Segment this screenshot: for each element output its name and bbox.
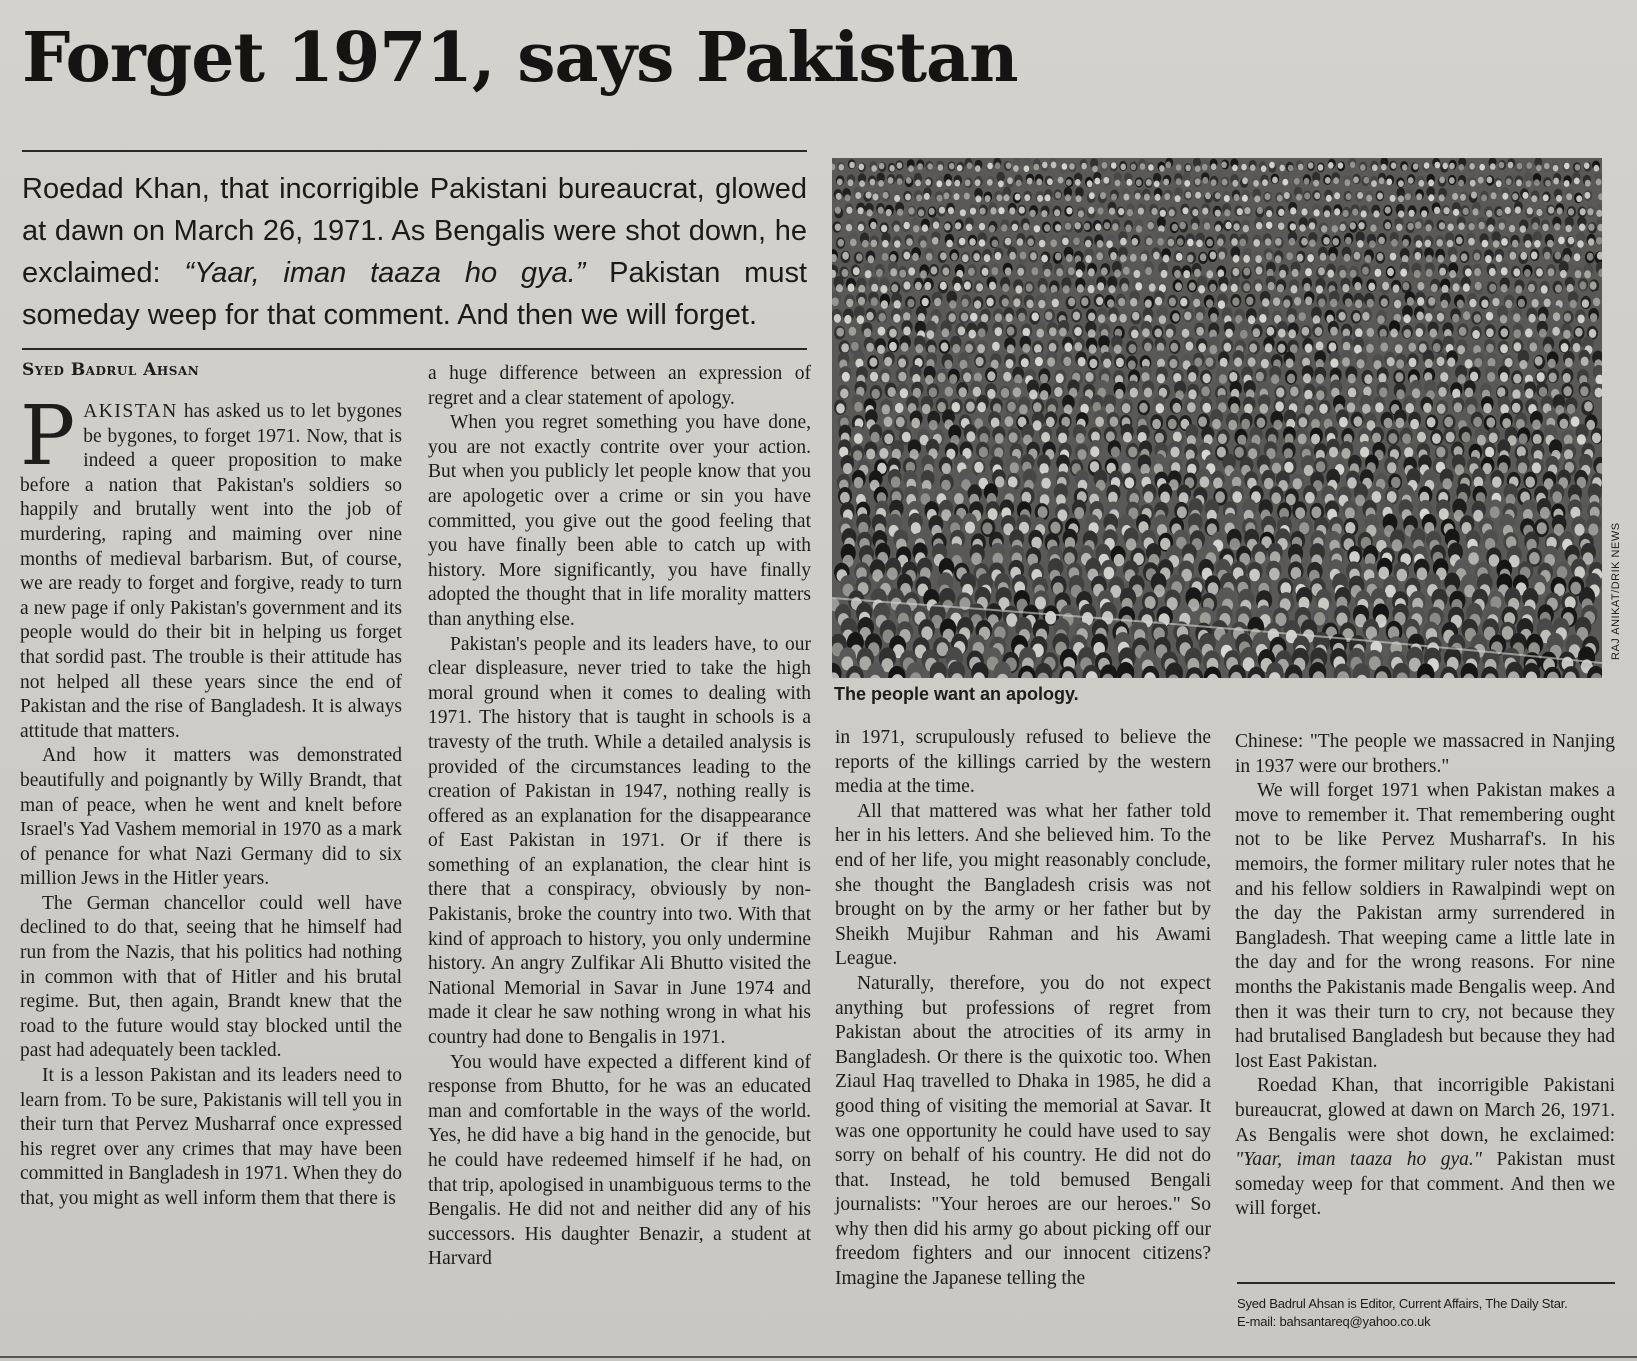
paragraph: in 1971, scrupulously refused to believe the reports of the killings carried by the western media at the time. (835, 727, 1211, 798)
paragraph-text: Roedad Khan, that incorrigible Pakistani bureaucrat, glowed at dawn on March 26, 1971. As Bengalis were shot down, he exclaimed: (1235, 1075, 1615, 1146)
paragraph: Naturally, therefore, you do not expect anything but professions of regret from Pakistan about the atrocities of its army in Bangladesh. Or there is the quixotic too. When Ziaul Haq travelled to Dhaka in 1985, he did a good thing of visiting the memorial at Savar. It was one opportunity he could have used to say sorry on behalf of his country. He did not do that. Instead, he told bemused Bengali journalists: "Your heroes are our heroes." So why then did his army go about picking off our freedom fighters and our innocent citizens? Imagine the Japanese telling the (835, 972, 1211, 1290)
article-column-2 (428, 362, 811, 1272)
article-column-3 (835, 726, 1211, 1292)
quote-text: "Yaar, iman taaza ho gya." (1235, 1149, 1482, 1171)
lead-caps: AKISTAN (83, 401, 178, 422)
drop-cap: P (20, 389, 76, 484)
paragraph: All that mattered was what her father told her in his letters. And she believed him. To the end of her life, you might reasonably conclude, she thought the Bangladesh crisis was not brought on by the army or her father but by Sheikh Mujibur Rahman and his Awami League. (835, 800, 1211, 970)
paragraph: And how it matters was demonstrated beautifully and poignantly by Willy Brandt, that man of peace, when he went and knelt before Israel's Yad Vashem memorial in 1970 as a mark of penance for what Nazi Germany did to six million Jews in the Hitler years. (20, 745, 402, 890)
rule-top (22, 150, 807, 152)
photo-caption: The people want an apology. (834, 684, 1079, 704)
crowd-photo (832, 158, 1602, 678)
paragraph: When you regret something you have done, you are not exactly contrite over your action. But when you publicly let people know that you are apologetic over a crime or sin you have committed, you give out the good feeling that you have finally been able to catch up with history. More significantly, you have finally adopted the thought that in life morality matters than anything else. (428, 412, 811, 630)
standfirst-text: Roedad Khan, that incorrigible Pakistani bureaucrat, glowed at dawn on March 26, 1971. As Bengalis were shot down, he exclaimed: (22, 173, 807, 289)
paragraph-text-end: Pakistan must someday weep for that comment. And then we will forget. (1235, 1149, 1615, 1220)
headline: Forget 1971, says Pakistan (22, 18, 1018, 98)
author-note-line: Syed Badrul Ahsan is Editor, Current Affairs, The Daily Star. (1237, 1296, 1568, 1311)
paragraph: Chinese: "The people we massacred in Nanjing in 1937 were our brothers." (1235, 731, 1615, 777)
paragraph: Pakistan's people and its leaders have, to our clear displeasure, never tried to take the high moral ground when it comes to dealing with 1971. The history that is taught in schools is a travesty of the truth. While a detailed analysis is provided of the circumstances leading to the creation of Pakistan in 1947, nothing really is offered as an explanation for the disappearance of East Pakistan in 1971. Or if there is something of an explanation, the clear hint is there that a conspiracy, obviously by non-Pakistanis, broke the country into two. With that kind of approach to history, you only undermine history. An angry Zulfikar Ali Bhutto visited the National Memorial in Savar in June 1974 and made it clear he saw nothing wrong in what his country had done to Bengalis in 1971. (428, 633, 811, 1049)
paragraph (1235, 1074, 1615, 1222)
rule-below-standfirst (22, 348, 807, 350)
photo-credit: RAJ ANIKAT/DRIK NEWS (1610, 522, 1622, 660)
paragraph: We will forget 1971 when Pakistan makes a move to remember it. That remembering ought not to be like Pervez Musharraf's. In his memoirs, the former military ruler notes that he and his fellow soldiers in Rawalpindi wept on the day the Pakistan army surrendered in Bangladesh. That weeping came a little late in the day and for the wrong reasons. For nine months the Pakistanis made Bengalis weep. And then it was their turn to cry, not because they had brutalised Bangladesh but because they had lost East Pakistan. (1235, 780, 1615, 1072)
paragraph: It is a lesson Pakistan and its leaders need to learn from. To be sure, Pakistanis will tell you in their turn that Pervez Musharraf once expressed his regret over any crimes that may have been committed in Bangladesh in 1971. When they do that, you might as well inform them that there is (20, 1065, 402, 1209)
paragraph (20, 389, 402, 744)
paragraph: a huge difference between an expression of regret and a clear statement of apology. (428, 363, 811, 409)
rule-author-note (1237, 1282, 1615, 1284)
paragraph-text: has asked us to let bygones be bygones, to forget 1971. Now, that is indeed a queer proposition to make before a nation that Pakistan's soldiers so happily and brutally went into the job of murdering, raping and maiming over nine months of medieval barbarism. But, of course, we are ready to forget and forgive, ready to turn a new page if only Pakistan's government and its people would do their bit in helping us forget that sordid past. The trouble is their attitude has not helped all these years since the end of Pakistan and the rise of Bangladesh. It is always attitude that matters. (20, 401, 402, 742)
standfirst-text-end: Pakistan must someday weep for that comment. And then we will forget. (22, 257, 808, 331)
paragraph: You would have expected a different kind of response from Bhutto, for he was an educated man and comfortable in the ways of the world. Yes, he did have a big hand in the genocide, but he could have redeemed himself if he had, on that trip, apologised in unambiguous terms to the Bengalis. He did not and neither did any of his successors. His daughter Benazir, a student at Harvard (428, 1051, 811, 1270)
paragraph: The German chancellor could well have declined to do that, seeing that he himself had run from the Nazis, that his politics had nothing in common with that of Hitler and his brutal regime. But, then again, Brandt knew that the road to the future would stay blocked until the past had adequately been tackled. (20, 892, 402, 1062)
author-email: E-mail: bahsantareq@yahoo.co.uk (1237, 1314, 1431, 1329)
standfirst (22, 168, 807, 336)
author-note (1237, 1295, 1617, 1331)
byline: Syed Badrul Ahsan (22, 360, 200, 380)
crowd-image (832, 158, 1602, 678)
article-column-1 (20, 389, 402, 1212)
standfirst-quote: “Yaar, iman taaza ho gya.” (184, 257, 586, 289)
article-column-4 (1235, 730, 1615, 1222)
rule-bottom (0, 1356, 1637, 1358)
